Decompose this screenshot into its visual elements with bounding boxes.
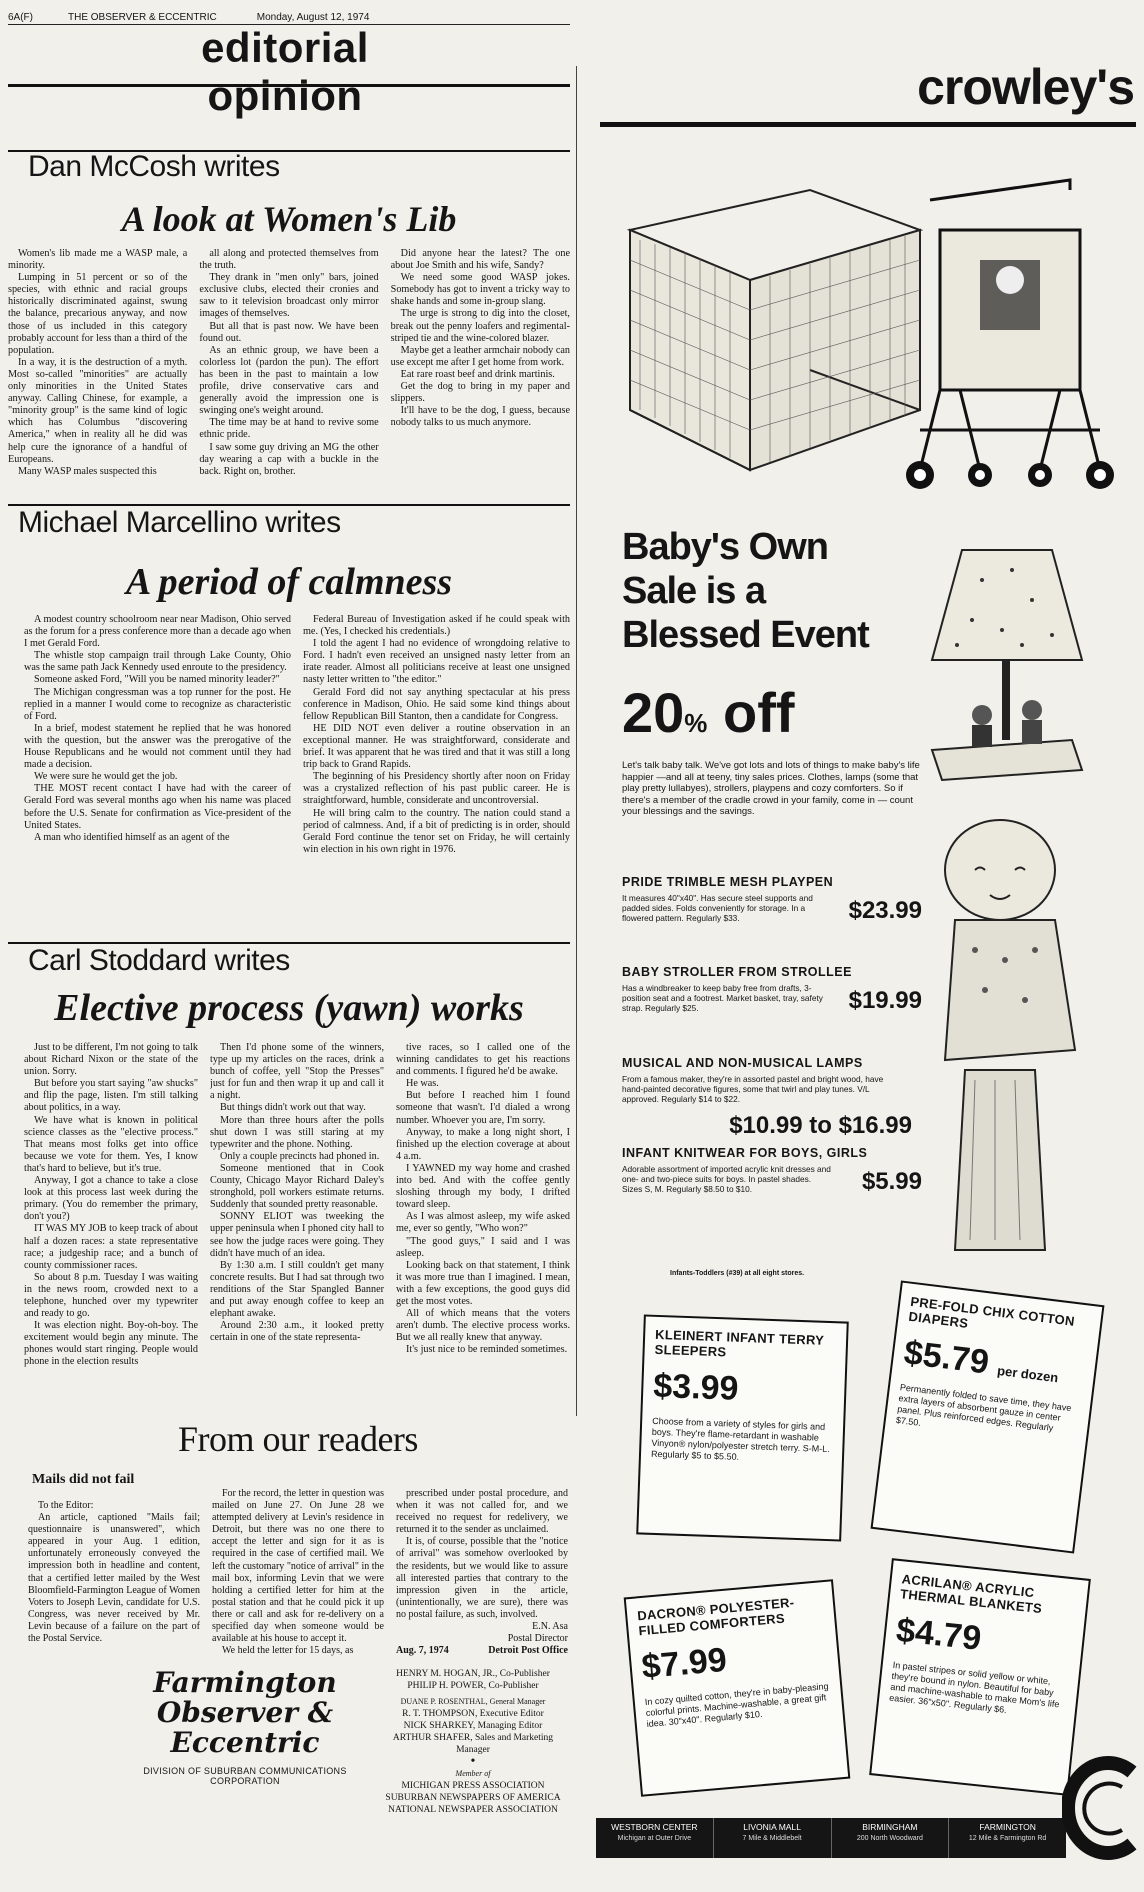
box-title: ACRILAN® ACRYLIC THERMAL BLANKETS <box>899 1571 1043 1617</box>
paragraph: For the record, the letter in question was mailed on June 27. On June 28 we attempted delivery at Levin's residence in Detroit, but there was no one there to accept the letter and sign for it as is required in the case of certified mail. We left the customary "notice of arrival" in the mail box, informing Levin that we were holding a certified letter for him at the postal station and that he could pick it up there or call and ask for re-delivery on a specified day when someone would be available at his house to accept it. <box>212 1488 384 1645</box>
playpen-stroller-illustration <box>600 170 1120 520</box>
ad-rule <box>600 122 1136 127</box>
paragraph: Anyway, I got a chance to take a close look at this process last week during the primary. (You do remember the primary, don't you?) <box>24 1175 198 1223</box>
staff-box <box>378 1668 568 1816</box>
paragraph: The beginning of his Presidency shortly after noon on Friday was a crystalized reflection of his past public career. He is straightforward, humble, considerate and uncontroversial. <box>303 771 570 807</box>
store-name: FARMINGTON <box>979 1822 1036 1832</box>
lamp-illustration <box>922 540 1092 810</box>
article-column <box>199 248 378 488</box>
nameplate-line2: Observer & Eccentric <box>156 1696 334 1759</box>
section-rule <box>8 84 570 87</box>
association: SUBURBAN NEWSPAPERS OF AMERICA <box>385 1793 561 1803</box>
paragraph: An article, captioned "Mails fail; questionnaire is unanswered", which appeared in your Aug. 1 edition, unfortunately erroneously conveyed the impression both in headline and content, that a certified letter mailed by the West Bloomfield-Farmington League of Women Voters to Joseph Levin, candidate for U.S. Congress, was never received by Mr. Levin because of a failure on the part of the Postal Service. <box>28 1512 200 1645</box>
paragraph: Women's lib made me a WASP male, a minority. <box>8 248 188 272</box>
box-title: KLEINERT INFANT TERRY SLEEPERS <box>654 1326 825 1360</box>
box-sleepers <box>636 1314 849 1541</box>
readers-title: From our readers <box>178 1419 418 1459</box>
box-price-unit: per dozen <box>996 1362 1060 1386</box>
box-desc: In cozy quilted cotton, they're in baby-pleasing colorful prints. Machine-washable, a great gift idea. 30"x40". Regularly $10. <box>644 1681 829 1729</box>
ad-intro-text: Let's talk baby talk. We've got lots and lots of things to make baby's life happier —and all at teeny, tiny sales prices. Clothes, lamps (some that play pretty lullabyes), strollers, playpens and cozy comforters. So if there's a member of the cradle crowd in your family, come in — count your blessings and the savings. <box>622 760 920 817</box>
letter-column <box>212 1488 384 1658</box>
headline-calmness: A period of calmness <box>125 561 453 603</box>
paragraph: all along and protected themselves from the truth. <box>199 248 379 272</box>
box-title: PRE-FOLD CHIX COTTON DIAPERS <box>907 1293 1076 1331</box>
product-desc: It measures 40"x40". Has secure steel supports and padded sides. Folds conveniently for storage. In a flowered pattern. Regularly $33. <box>622 893 813 923</box>
paragraph: Only a couple precincts had phoned in. <box>220 1150 380 1162</box>
paragraph: It was election night. Boy-oh-boy. The excitement would begin any minute. The phones would start ringing. People would phone in the election results <box>24 1320 198 1368</box>
product-lamps <box>622 1056 922 1146</box>
paragraph: But all that is past now. We have been found out. <box>199 320 379 344</box>
box-title: DACRON® POLYESTER-FILLED COMFORTERS <box>636 1594 795 1639</box>
paragraph: prescribed under postal procedure, and when it was not called for, and we received no request for redelivery, we returned it to the sender as unclaimed. <box>396 1488 568 1536</box>
paragraph: Eat rare roast beef and drink martinis. <box>400 368 555 380</box>
paragraph: A man who identified himself as an agent of the <box>34 831 230 843</box>
crowleys-logo: crowley's <box>917 59 1134 115</box>
byline-mccosh: Dan McCosh writes <box>28 150 280 183</box>
article-column <box>210 1042 384 1404</box>
headline-womens-lib: A look at Women's Lib <box>121 199 457 239</box>
product-desc: Adorable assortment of imported acrylic knit dresses and one- and two-piece suits for boys. In pastel shades. Sizes S, M. Regularly $8.50 to $10. <box>622 1164 831 1194</box>
paragraph: Lumping in 51 percent or so of the species, with ethnic and racial groups historically discriminated against, swung the balance, precarious anyway, and now those of us included in this category probably account for less than a third of the population. <box>8 272 188 356</box>
product-price: $5.99 <box>861 1168 922 1195</box>
store-livonia <box>713 1818 831 1858</box>
paragraph: It is, of course, possible that the "notice of arrival" was somehow overlooked by the residents, but we would like to assure all interested parties that contrary to the impression given in the article, (unintentionally, we are sure), there was no postal failure, as such, involved. <box>396 1536 568 1620</box>
paragraph: But before I reached him I found someone that wasn't. I'd dialed a wrong number. Whoever you are, I'm sorry. <box>396 1090 570 1126</box>
paragraph: The Michigan congressman was a top runner for the post. He replied in a manner I would come to recognize as characteristic of Ford. <box>24 686 291 722</box>
letter-column <box>396 1488 568 1658</box>
box-price: $7.99 <box>640 1640 729 1687</box>
paragraph: But things didn't work out that way. <box>220 1102 366 1114</box>
product-title: MUSICAL AND NON-MUSICAL LAMPS <box>622 1056 863 1070</box>
box-blankets <box>869 1558 1091 1796</box>
paragraph: Someone asked Ford, "Will you be named minority leader?" <box>34 674 280 686</box>
discount-word: off <box>707 681 795 744</box>
association: NATIONAL NEWSPAPER ASSOCIATION <box>388 1805 558 1815</box>
paragraph: A modest country schoolroom near near Madison, Ohio served as the forum for a press conference more than a decade ago when I met Gerald Ford. <box>24 614 291 650</box>
box-price: $4.79 <box>894 1611 984 1658</box>
paragraph: More than three hours after the polls shut down I was still staring at my typewriter and the phone. Nothing. <box>210 1114 384 1150</box>
paper-nameplate <box>125 1668 365 1786</box>
paragraph: To the Editor: <box>38 1500 94 1511</box>
product-desc: From a famous maker, they're in assorted pastel and bright wood, have hand-painted decorative figures, some that twirl and play tunes. V/L approved. Regularly $14 to $22. <box>622 1074 884 1104</box>
paragraph: It'll have to be the dog, I guess, because nobody talks to us much anymore. <box>390 405 570 429</box>
paragraph: He was. <box>406 1078 439 1090</box>
paragraph: The urge is strong to dig into the closet, break out the penny loafers and regimental-striped tie and the wine-colored blazer. <box>390 308 570 344</box>
paragraph: tive races, so I called one of the winning candidates to get his reactions and comments. I figured he'd be awake. <box>396 1042 570 1078</box>
box-price: $3.99 <box>652 1366 740 1408</box>
box-price: $5.79 <box>901 1333 992 1382</box>
store-address: 12 Mile & Farmington Rd <box>968 1835 1047 1842</box>
paragraph: By 1:30 a.m. I still couldn't get many concrete results. But I had sat through two renditions of the Star Spangled Banner and put away enough coffee to keep an elephant awake. <box>210 1259 384 1320</box>
paragraph: We have what is known in political science classes as the "elective process." That means most folks get into office because we vote for them. Yes, I know that's hard to believe, but it's true. <box>24 1114 198 1174</box>
product-price: $19.99 <box>848 987 922 1014</box>
paragraph: In a brief, modest statement he replied that he was honored with the question, but the answer was the prerogative of the House Republicans and he would not comment until they had made a decision. <box>24 722 291 771</box>
paragraph: THE MOST recent contact I have had with the career of Gerald Ford was several months ago when his name was placed before the U.S. Senate for confirmation as Vice-president of the United States. <box>24 783 291 831</box>
ad-headline-line: Sale is a <box>622 570 766 612</box>
paragraph: So about 8 p.m. Tuesday I was waiting in the news room, crowded next to a telephone, hunched over my typewriter and ready to go. <box>24 1271 198 1320</box>
staff-line: NICK SHARKEY, Managing Editor <box>403 1721 543 1731</box>
box-desc: Choose from a variety of styles for girls and boys. They're flame-retardant in washable Vinyon® nylon/polyester stretch terry. S-M-L. Regularly $5 to $5.50. <box>650 1415 830 1462</box>
box-comforters <box>624 1579 851 1797</box>
box-desc: Permanently folded to save time, they have extra layers of absorbent gauze in center panel. Plus reinforced edges. Regularly $7.50. <box>895 1382 1072 1434</box>
store-farmington <box>948 1818 1066 1858</box>
staff-line: HENRY M. HOGAN, JR., Co-Publisher <box>396 1669 550 1679</box>
letter-text <box>396 1488 568 1621</box>
infants-note: Infants-Toddlers (#39) at all eight stores. <box>670 1270 805 1277</box>
store-name: WESTBORN CENTER <box>611 1822 698 1832</box>
page-number: 6A(F) <box>8 12 33 23</box>
nameplate-line1: Farmington <box>153 1666 337 1699</box>
paragraph: We held the letter for 15 days, as <box>222 1645 354 1657</box>
paragraph: We need some good WASP jokes. Somebody has got to invent a tricky way to shake hands and some in-group slang. <box>390 272 570 308</box>
paragraph: I told the agent I had no evidence of wrongdoing relative to Ford. I hadn't even received an unsigned nasty letter from an irate reader. Almost all politicians receive at least one unsigned nasty letter written to "the editor." <box>303 638 570 686</box>
product-knitwear <box>622 1146 922 1206</box>
staff-line: PHILIP H. POWER, Co-Publisher <box>407 1681 539 1691</box>
product-desc: Has a windbreaker to keep baby free from drafts, 3-position seat and a footrest. Market basket, tray, safety strap. Regularly $25. <box>622 983 823 1013</box>
paragraph: Federal Bureau of Investigation asked if he could speak with me. (Yes, I checked his credentials.) <box>303 614 570 638</box>
ad-headline-line: Blessed Event <box>622 614 869 656</box>
paper-name: THE OBSERVER & ECCENTRIC <box>68 12 217 23</box>
article-column <box>24 1042 198 1404</box>
staff-line: ARTHUR SHAFER, Sales and Marketing Manager <box>392 1733 554 1755</box>
byline-marcellino: Michael Marcellino writes <box>18 506 341 539</box>
paragraph: As I was almost asleep, my wife asked me, ever so gently, "Who won?" <box>396 1211 570 1235</box>
paragraph: The whistle stop campaign trail through Lake County, Ohio was the same path Jack Kennedy used enroute to the presidency. <box>24 650 291 674</box>
section-title: editorial opinion <box>201 24 369 119</box>
paragraph: Looking back on that statement, I think it was more true than I imagined. I mean, with a few exceptions, the good guys did get the most votes. <box>396 1259 570 1307</box>
product-price: $23.99 <box>848 897 922 924</box>
paragraph: As an ethnic group, we have been a colorless lot (pardon the pun). The effort has been in the past to maintain a low profile, drive conservative cars and generally avoid the impression one is swinging one's weight around. <box>199 344 379 417</box>
product-title: INFANT KNITWEAR FOR BOYS, GIRLS <box>622 1146 868 1160</box>
paragraph: He will bring calm to the country. The nation could stand a period of calmness. And, if a bit of predicting is in order, should Gerald Ford continue the tenor set on Friday, he will certainly win election in his own right in 1976. <box>303 807 570 855</box>
page-masthead <box>8 12 570 23</box>
paragraph: But before you start saying "aw shucks" and flip the page, listen. I'm still talking about politics, in a way. <box>24 1078 198 1114</box>
paragraph: Then I'd phone some of the winners, type up my articles on the races, drink a bunch of coffee, yell "Stop the Presses" just for fun and then wrap it up and call it a night. <box>210 1042 384 1102</box>
discount-percent: % <box>684 708 708 738</box>
letter-column <box>28 1500 200 1658</box>
store-address: 200 North Woodward <box>856 1835 923 1842</box>
store-address: Michigan at Outer Drive <box>617 1835 692 1842</box>
paragraph: Around 2:30 a.m., it looked pretty certain in one of the state representa- <box>210 1320 384 1344</box>
store-address: 7 Mile & Middlebelt <box>742 1835 802 1842</box>
store-birmingham <box>831 1818 949 1858</box>
article-column <box>24 614 291 926</box>
store-name: LIVONIA MALL <box>743 1822 801 1832</box>
paragraph: IT WAS MY JOB to keep track of about half a dozen races: a state representative race; a judgeship race; and a bunch of county commissioner races. <box>24 1223 198 1271</box>
product-price: $10.99 to $16.99 <box>729 1112 912 1139</box>
product-playpen <box>622 875 922 935</box>
issue-date: Monday, August 12, 1974 <box>256 12 370 23</box>
paragraph: Just to be different, I'm not going to talk about Richard Nixon or the state of the union. Sorry. <box>24 1042 198 1078</box>
product-title: BABY STROLLER FROM STROLLEE <box>622 965 852 979</box>
paragraph: Anyway, to make a long night short, I finished up the election coverage at about 4 a.m. <box>396 1126 570 1162</box>
staff-line: DUANE P. ROSENTHAL, General Manager <box>400 1697 546 1706</box>
article-column <box>303 614 570 926</box>
box-diapers <box>871 1280 1105 1553</box>
product-title: PRIDE TRIMBLE MESH PLAYPEN <box>622 875 834 889</box>
paragraph: We were sure he would get the job. <box>34 771 178 783</box>
article-column <box>396 1042 570 1404</box>
letter-body <box>28 1488 568 1658</box>
product-stroller <box>622 965 922 1025</box>
column-rule <box>576 66 577 1416</box>
letter-title: Mails did not fail <box>32 1472 135 1487</box>
staff-line: R. T. THOMPSON, Executive Editor <box>402 1709 544 1719</box>
headline-elective-process: Elective process (yawn) works <box>54 987 524 1029</box>
paragraph: All of which means that the voters aren't dumb. The elective process works. But we all really knew that anyway. <box>396 1308 570 1344</box>
bullet: • <box>470 1754 476 1769</box>
paragraph: Did anyone hear the latest? The one about Joe Smith and his wife, Sandy? <box>390 248 570 272</box>
paragraph: I YAWNED my way home and crashed into bed. And with the coffee gently sloshing through my body, I drifted toward sleep. <box>396 1162 570 1211</box>
discount-number: 20 <box>622 681 685 744</box>
paragraph: Maybe get a leather armchair nobody can use except me after I get home from work. <box>390 344 570 368</box>
member-label: Member of <box>455 1769 491 1778</box>
paragraph: I saw some guy driving an MG the other day wearing a cap with a buckle in the back. Right on, brother. <box>199 441 379 477</box>
paragraph: In a way, it is the destruction of a myth. Most so-called "minorities" are actually only minorities in the United States anyway. Calling Chinese, for example, a "minority group" is the same kind of logic which has Columbus "discovering America," when in reality all he did was help cure the ignorance of a handful of Europeans. <box>8 356 188 465</box>
byline-stoddard: Carl Stoddard writes <box>28 944 290 977</box>
paragraph: "The good guys," I said and I was asleep. <box>396 1235 570 1259</box>
signature-office: Detroit Post Office <box>488 1645 568 1657</box>
baby-illustration <box>925 810 1095 1260</box>
article-womens-lib <box>8 248 570 488</box>
signature-name: E.N. Asa <box>532 1621 568 1633</box>
article-column <box>8 248 187 488</box>
crowleys-c-logo-icon <box>1062 1752 1144 1864</box>
paragraph: They drank in "men only" bars, joined exclusive clubs, elected their cronies and saw to it television broadcast only mirror images of themselves. <box>199 272 379 320</box>
article-elective-process <box>24 1042 570 1404</box>
store-locations-bar <box>596 1818 1066 1858</box>
store-westborn <box>596 1818 713 1858</box>
paragraph: SONNY ELIOT was tweeking the upper peninsula when I phoned city hall to see how the judge races were going. They didn't have much of an idea. <box>210 1211 384 1259</box>
nameplate-division: DIVISION OF SUBURBAN COMMUNICATIONS CORPORATION <box>143 1766 347 1786</box>
ad-headline <box>622 525 922 657</box>
store-name: BIRMINGHAM <box>862 1822 918 1832</box>
paragraph: Someone mentioned that in Cook County, Chicago Mayor Richard Daley's stronghold, poll workers estimate returns. Suddenly that sounded pretty reasonable. <box>210 1162 384 1211</box>
paragraph: Many WASP males suspected this <box>18 465 157 477</box>
signature-title: Postal Director <box>507 1633 568 1645</box>
discount-label <box>622 680 794 745</box>
paragraph: Gerald Ford did not say anything spectacular at his press conference in Madison, Ohio. He said some kind things about fellow Republican Bill Stanton, then a candidate for Congress. <box>303 686 570 722</box>
signature-line <box>396 1645 568 1657</box>
paragraph: The time may be at hand to revive some ethnic pride. <box>199 417 379 441</box>
ad-headline-line: Baby's Own <box>622 526 828 568</box>
letter-date: Aug. 7, 1974 <box>396 1645 449 1657</box>
article-calmness <box>24 614 570 926</box>
association: MICHIGAN PRESS ASSOCIATION <box>401 1781 545 1791</box>
paragraph: It's just nice to be reminded sometimes. <box>406 1344 568 1356</box>
paragraph: HE DID NOT even deliver a routine observation in an exceptional manner. He was straightforward, considerate and brief. It was apparent that he was tired and that it was still a long trip back to Grand Rapids. <box>303 722 570 771</box>
article-column <box>391 248 570 488</box>
paragraph: Get the dog to bring in my paper and slippers. <box>390 381 570 405</box>
box-desc: In pastel stripes or solid yellow or white, they're bound in nylon. Beautiful for baby and machine-washable to make Mom's life easier. 36"x50". Regularly $6. <box>888 1659 1060 1715</box>
